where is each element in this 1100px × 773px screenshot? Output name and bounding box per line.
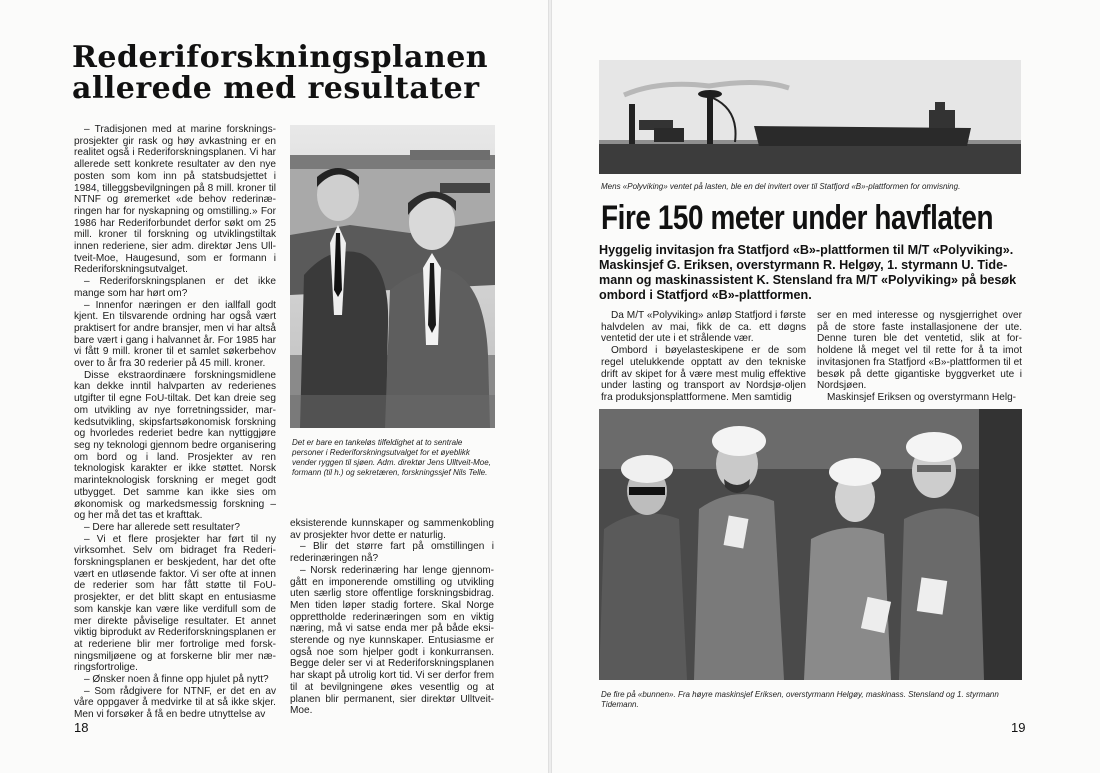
- page-number-right: 19: [1011, 720, 1026, 735]
- right-headline: Fire 150 meter under havflaten: [601, 199, 994, 237]
- paragraph: – Dere har allerede sett resultater?: [84, 521, 240, 533]
- paragraph: – Blir det større fart på omstillingen i rederinæringen nå?: [290, 541, 494, 565]
- paragraph: – Innenfor næringen er den iallfall godt kjent. En tilsvarende ordning har også vært praktisert for andre bransjer, men vi har altså bare vært i gang i halvannet år. For 1985 har vi fått 9 mill. kroner til et samlet søkerbehov over to år fra 30 rederier på 45 mill. kroner.: [74, 299, 276, 370]
- paragraph: Maskinsjef Eriksen og overstyrmann Helg-: [827, 391, 1017, 403]
- paragraph: eksisterende kunnskaper og sammenkobling av prosjekter hvor dette er naturlig.: [290, 518, 494, 541]
- paragraph: ser en med interesse og nysgjerrighet over på de store faste installasjonene der ute. Denne turen ble det ventetid, slik at forholdene lå meget vel til rette for å ta imot invitasjonen fra Statfjord «B»-plattformen til et besøk på dette gigantiske byggverket ute i Nordsjøen.: [817, 310, 1022, 392]
- four-crew-photo: [599, 409, 1022, 680]
- paragraph: Ombord i bøyelasteskipene er de som regel utelukkende opptatt av den tekniske drift av skipet for å være mest mulig effektive under lasting og transport av Nordsjø-oljen fra produksjonsplattformene. Men samtidig: [601, 345, 806, 403]
- right-lead-paragraph: Hyggelig invitasjon fra Statfjord «B»-plattformen til M/T «Polyviking». Maskinsjef G. Eriksen, overstyrmann R. Helgøy, 1. styrmann U. Tidemann og maskinassistent K. Stensland fra M/T «Polyviking» på besøk ombord i Statfjord «B»-plattformen.: [599, 243, 1017, 302]
- tanker-photo-caption: Mens «Polyviking» ventet på lasten, ble en del invitert over til Statfjord «B»-plattformen for omvisning.: [601, 182, 961, 191]
- paragraph: Da M/T «Polyviking» anløp Statfjord i første halvdelen av mai, fikk de ca. ett døgns ventetid der ute i et strålende vær.: [601, 310, 806, 345]
- portrait-photo-two-men: [290, 125, 495, 428]
- right-article-column-1: [601, 310, 806, 404]
- page-number-left: 18: [74, 720, 89, 735]
- left-article-column-2: [290, 518, 494, 717]
- paragraph: – Tradisjonen med at marine forskningsprosjekter gir rask og høy avkastning er en realitet også i Rederiforskningsplanen. Vi har allerede sett konkrete resultater av den nye posten som kom inn på statsbudsjettet i 1984, tilleggsbevilgningen på 8 mill. kroner til NTNF og øremerket «de behov rederinæringen har for nyskapning og omstilling.» For 1986 har Rederiforbundet derfor søkt om 25 mill. kroner til forskning og utviklingstiltak innen rederiene, sier adm. direktør Jens Ulltveit-Moe, Haugesund, som er formann i Rederiforskningsutvalget.: [74, 124, 276, 276]
- left-article-column-1: [74, 124, 276, 721]
- crew-photo-caption: De fire på «bunnen». Fra høyre maskinsjef Eriksen, overstyrmann Helgøy, maskinass. Stensland og 1. styrmann Tidemann.: [601, 690, 999, 709]
- right-article-column-2: [817, 310, 1022, 404]
- paragraph: Disse ekstraordinære forskningsmidlene kan dekke inntil halvparten av rederienes utgifter til egne FoU-tiltak. Det kan dreie seg om utvikling av nye forretningssider, markedsutvikling, skipsfartsøkonomisk forskning og hvorledes rederiet bedre kan nyttiggjøre seg ny teknologi gjennom bedre organisering om bord og i land. Prosjekter av ren teknologisk karakter er ikke støttet. Norsk marinteknologisk forskning er meget godt utbygget. Det samme kan ikke sies om økonomisk og markedsmessig forskning – og her må det tas et krafttak.: [74, 369, 276, 522]
- statfjord-tanker-photo: [599, 60, 1021, 174]
- left-headline: Rederiforskningsplanen allerede med resultater: [72, 40, 489, 106]
- paragraph: – Vi et flere prosjekter har ført til ny virksomhet. Selv om bidraget fra Rederiforskningsplanen er beskjedent, har det ofte vært en utløsende faktor. Vi ser ofte at innen de rederier som har fått støtte til FoU-prosjekter, er det blitt skapt en entusiasme som kanskje kan være like verdifull som de mer direkte påviselige resultater. Et annet viktig biprodukt av Rederiforskningsplanen er at rederiene blir mer fortrolige med forskningsmiljøene og at forskerne blir mer næringsfortrolige.: [74, 533, 276, 674]
- paragraph: – Ønsker noen å finne opp hjulet på nytt?: [84, 674, 269, 686]
- paragraph: – Rederiforskningsplanen er det ikke mange som har hørt om?: [74, 276, 276, 299]
- portrait-photo-caption: Det er bare en tankeløs tilfeldighet at to sentrale personer i Rederiforskningsutvalget for et øyeblikk vender ryggen til sjøen. Adm. direktør Jens Ulltveit-Moe, formann (til h.) og sekretæren, forskningssjef Nils Telle.: [292, 438, 491, 477]
- paragraph: – Norsk rederinæring har lenge gjennomgått en imponerende omstilling og utvikling uten særlig store offentlige forskningsbidrag. Men tiden løper stadig fortere. Skal Norge opprettholde rederinæringen som en viktig næring, må vi satse enda mer på både eksisterende og nye kunnskaper. Entusiasme er også noe som hjelper godt i konkurransen. Begge deler ser vi at Rederiforskningsplanen har skapt på utrolig kort tid. Vi ser derfor frem til at bevilgningene økes vesentlig og at planen blir permanent, sier direktør Ulltveit-Moe.: [290, 564, 494, 717]
- paragraph: – Som rådgivere for NTNF, er det en av våre oppgaver å medvirke til at så ikke skjer. Men vi forsøker å få en bedre utnyttelse av: [74, 685, 276, 721]
